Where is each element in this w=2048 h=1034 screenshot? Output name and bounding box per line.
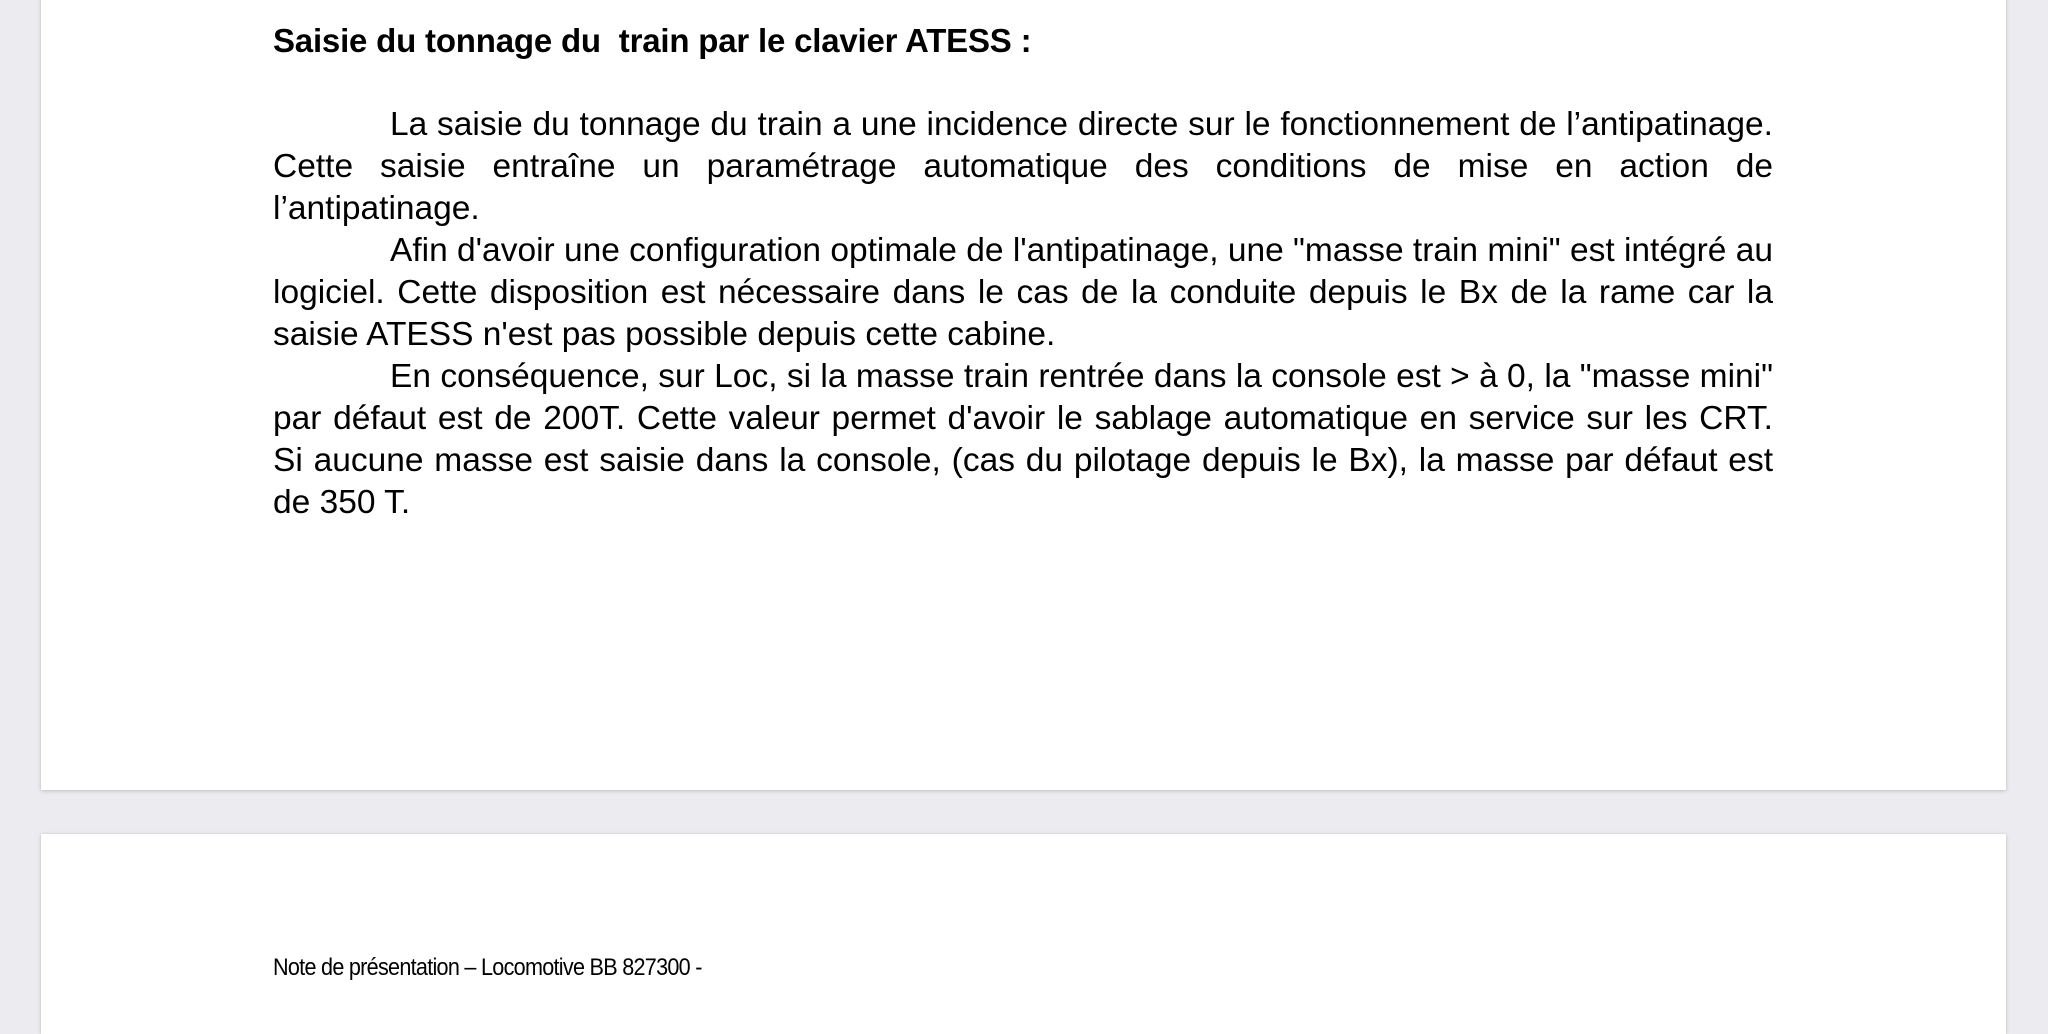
- document-page-1: [41, 0, 2006, 790]
- paragraph-antipatinage-intro: La saisie du tonnage du train a une incidence directe sur le fonctionnement de l’antipatinage. Cette saisie entraîne un paramétrage automatique des conditions de mise en action de l’antipatinage.: [273, 106, 1773, 227]
- body-text: [273, 104, 1773, 524]
- page-footer-note: Note de présentation – Locomotive BB 827300 -: [273, 954, 707, 981]
- section-heading: Saisie du tonnage du train par le clavier ATESS :: [273, 22, 1032, 59]
- document-page-2: [41, 834, 2006, 1034]
- paragraph-consequence: En conséquence, sur Loc, si la masse train rentrée dans la console est > à 0, la "masse mini" par défaut est de 200T. Cette valeur permet d'avoir le sablage automatique en service sur les CRT. Si aucune masse est saisie dans la console, (cas du pilotage depuis le Bx), la masse par défaut est de 350 T.: [273, 358, 1773, 521]
- paragraph-masse-train-mini: Afin d'avoir une configuration optimale de l'antipatinage, une "masse train mini" est intégré au logiciel. Cette disposition est nécessaire dans le cas de la conduite depuis le Bx de la rame car la saisie ATESS n'est pas possible depuis cette cabine.: [273, 232, 1773, 353]
